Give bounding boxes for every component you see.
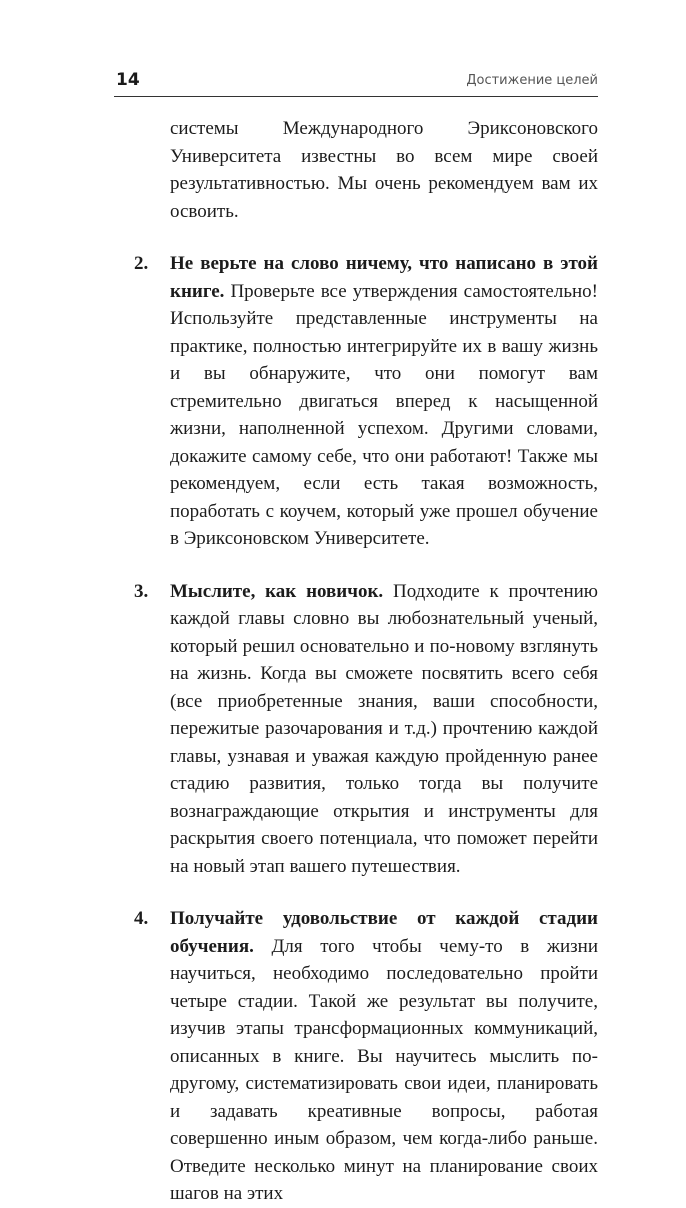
list-item-text: Для того чтобы чему-то в жизни научиться, необходимо последовательно пройти четыре стадии. Такой же результат вы получите, изучив этапы трансформационных коммуникаций, описанных в книге. Вы научитесь мыслить по-другому, систематизировать свои идеи, планировать и задавать креативные вопросы, работая совершенно иным образом, чем когда-либо раньше. Отведите несколько минут на планирование своих шагов на этих bbox=[170, 935, 598, 1204]
list-item-lead: Получайте удовольствие от каждой стадии обучения. bbox=[170, 908, 598, 957]
page-header bbox=[114, 70, 598, 97]
list-item bbox=[134, 578, 598, 881]
list-item-number: 4. bbox=[134, 908, 149, 929]
list-item-text: Проверьте все утверждения самостоятельно! Используйте представленные инструменты на практике, полностью интегрируйте их в вашу жизнь и вы обнаружите, что они помогут вам стремительно двигаться вперед к насыщенной жизни, наполненной успехом. Другими словами, докажите самому себе, что они работают! Также мы рекомендуем, если есть такая возможность, поработать с коучем, который уже прошел обучение в Эриксоновском Университете. bbox=[170, 280, 598, 549]
list-item-text: Подходите к прочтению каждой главы словно вы любознательный ученый, который решил основательно и по-новому взглянуть на жизнь. Когда вы сможете посвятить всего себя (все приобретенные знания, ваши способности, пережитые разочарования и т.д.) прочтению каждой главы, узнавая и уважая каждую пройденную ранее стадию развития, только тогда вы получите вознаграждающие открытия и инструменты для раскрытия своего потенциала, что поможет перейти на новый этап вашего путешествия. bbox=[170, 580, 598, 877]
page-number: 14 bbox=[116, 70, 140, 90]
list-item-lead: Не верьте на слово ничему, что написано в этой книге. bbox=[170, 253, 598, 302]
list-item-number: 2. bbox=[134, 253, 149, 274]
list-item bbox=[134, 905, 598, 1208]
list-item-lead: Мыслите, как новичок. bbox=[170, 580, 384, 602]
list-item bbox=[134, 250, 598, 553]
list-item-number: 3. bbox=[134, 580, 149, 602]
intro-paragraph: системы Международного Эриксоновского Университета известны во всем мире своей результативностью. Мы очень рекомендуем вам их освоить. bbox=[170, 118, 598, 222]
running-title: Достижение целей bbox=[466, 73, 598, 88]
page-body bbox=[134, 115, 598, 1208]
